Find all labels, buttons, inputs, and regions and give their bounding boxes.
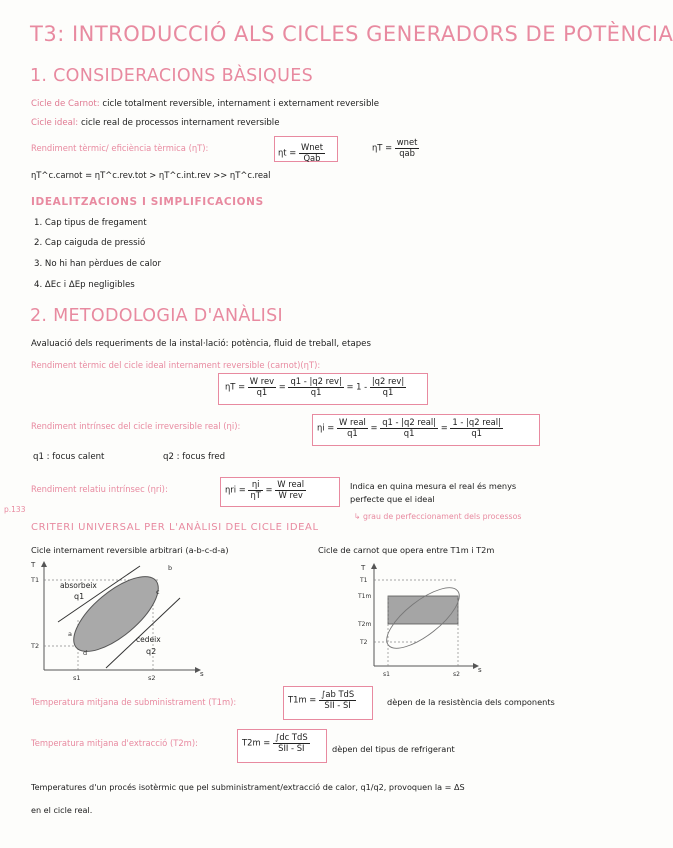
rend-relatiu-label: Rendiment relatiu intrínsec (ηri): bbox=[31, 484, 168, 494]
rt-lhs: ηT = bbox=[225, 381, 246, 392]
cicle-carnot-caption: Cicle de carnot que opera entre T1m i T2m bbox=[318, 545, 495, 555]
fig-left-s: s bbox=[200, 670, 204, 678]
criteri-heading: CRITERI UNIVERSAL PER L'ANÀLISI DEL CICLE IDEAL bbox=[31, 522, 319, 533]
tsub-formula bbox=[283, 686, 373, 720]
text-num: ∫dc TdS bbox=[274, 732, 308, 742]
fig-right-s2: s2 bbox=[453, 671, 460, 678]
rt-f1-num: W rev bbox=[249, 376, 275, 386]
rr-f2-num: W real bbox=[277, 479, 305, 489]
page-title: T3: INTRODUCCIÓ ALS CICLES GENERADORS DE POTÈNCIA bbox=[30, 22, 673, 46]
rend-f1-num: Wnet bbox=[300, 142, 323, 152]
fig-right-T2: T2 bbox=[360, 639, 368, 646]
rr-f2-den: W rev bbox=[278, 489, 303, 500]
fig-left-s1: s1 bbox=[73, 674, 81, 682]
ri-lhs: ηi = bbox=[317, 422, 335, 433]
fig-right-T1m: T1m bbox=[358, 593, 372, 600]
ri-eq: = bbox=[370, 422, 378, 433]
focus-calent: q1 : focus calent bbox=[33, 452, 105, 462]
final-text-1: Temperatures d'un procés isotèrmic que pel subministrament/extracció de calor, q1/q2, provoquen la = ΔS bbox=[31, 782, 465, 792]
rend-f2-den: qab bbox=[399, 147, 415, 158]
rendiment-formula-1 bbox=[274, 136, 338, 162]
rt-eq: = bbox=[278, 381, 286, 392]
fig-left-b: b bbox=[168, 564, 173, 572]
list-item: 2. Cap caiguda de pressió bbox=[34, 238, 146, 248]
text-note: dèpen del tipus de refrigerant bbox=[332, 744, 455, 754]
ts-diagram-carnot bbox=[358, 562, 488, 680]
fig-right-s: s bbox=[478, 666, 482, 674]
rendiment-label: Rendiment tèrmic/ eficiència tèrmica (ηT): bbox=[31, 143, 209, 153]
rend-f2-lhs: ηT = bbox=[372, 142, 393, 153]
text-formula bbox=[237, 729, 327, 763]
text-label: Temperatura mitjana d'extracció (T2m): bbox=[31, 738, 198, 748]
section-1-heading: 1. CONSIDERACIONS BÀSIQUES bbox=[30, 66, 313, 86]
section-2-heading: 2. METODOLOGIA D'ANÀLISI bbox=[30, 306, 283, 326]
fig-left-T1: T1 bbox=[31, 576, 40, 584]
final-text-2: en el cicle real. bbox=[31, 805, 93, 815]
fig-left-T2: T2 bbox=[31, 642, 40, 650]
fig-right-T2m: T2m bbox=[358, 621, 372, 628]
carnot-rectangle bbox=[388, 596, 458, 624]
ri-f1-num: W real bbox=[339, 417, 366, 427]
tsub-note: dèpen de la resistència dels components bbox=[387, 697, 555, 707]
ideal-definition bbox=[31, 118, 280, 128]
rr-note-2: perfecte que el ideal bbox=[350, 494, 435, 504]
fig-left-cedeix: cedeix bbox=[136, 635, 161, 644]
idealitzacions-heading: IDEALITZACIONS I SIMPLIFICACIONS bbox=[31, 196, 264, 208]
rend-f1-den: Qab bbox=[303, 152, 321, 163]
fig-left-d: d bbox=[83, 649, 88, 657]
list-item: 3. No hi han pèrdues de calor bbox=[34, 259, 161, 269]
list-item: 1. Cap tipus de fregament bbox=[34, 218, 147, 228]
ri-f2-den: q1 bbox=[403, 427, 415, 438]
rend-intrinsec-label: Rendiment intrínsec del cicle irreversible real (ηi): bbox=[31, 421, 241, 431]
fig-left-q1: q1 bbox=[74, 592, 85, 601]
ts-diagram-arbitrary bbox=[28, 558, 218, 684]
rt-eq2: = bbox=[346, 381, 354, 392]
tsub-lhs: T1m = bbox=[288, 694, 317, 705]
fig-right-s1: s1 bbox=[383, 671, 390, 678]
ri-f3-den: q1 bbox=[471, 427, 482, 438]
cicle-arbitrari-caption: Cicle internament reversible arbitrari (a-b-c-d-a) bbox=[31, 545, 229, 555]
text-lhs: T2m = bbox=[242, 737, 271, 748]
rt-f2-num: q1 - |q2 rev| bbox=[290, 376, 342, 386]
fig-left-q2: q2 bbox=[146, 647, 157, 656]
rend-termic-label: Rendiment tèrmic del cicle ideal internament reversible (carnot)(ηT): bbox=[31, 360, 321, 370]
rend-f1-lhs: ηt = bbox=[278, 147, 297, 158]
ri-f1-den: q1 bbox=[347, 427, 358, 438]
rt-one: 1 - bbox=[356, 381, 368, 392]
rt-f1-den: q1 bbox=[256, 386, 268, 397]
rr-f1-num: ηi bbox=[248, 480, 262, 491]
tsub-den: SII - SI bbox=[324, 699, 351, 710]
text-den: SII - SI bbox=[278, 742, 305, 753]
rr-note-1: Indica en quina mesura el real és menys bbox=[350, 481, 517, 491]
fig-left-a: a bbox=[68, 630, 72, 638]
carnot-text: cicle totalment reversible, internament i externament reversible bbox=[102, 99, 380, 109]
focus-fred: q2 : focus fred bbox=[163, 452, 226, 462]
ideal-label: Cicle ideal: bbox=[31, 118, 79, 128]
rr-lhs: ηri = bbox=[225, 484, 246, 495]
rendiment-formula-2 bbox=[372, 138, 419, 158]
rend-relatiu-formula bbox=[220, 477, 340, 507]
list-item: 4. ΔEc i ΔEp negligibles bbox=[34, 280, 135, 290]
tsub-label: Temperatura mitjana de subministrament (T1m): bbox=[31, 697, 237, 707]
carnot-label: Cicle de Carnot: bbox=[31, 99, 100, 109]
fig-left-absorbeix: absorbeix bbox=[60, 581, 97, 590]
fig-left-T: T bbox=[31, 561, 36, 569]
rend-f2-num: wnet bbox=[396, 137, 418, 147]
rt-f2-den: q1 bbox=[310, 386, 322, 397]
carnot-definition bbox=[31, 99, 379, 109]
fig-right-T1: T1 bbox=[360, 577, 368, 584]
efficiency-inequality: ηT^c.carnot = ηT^c.rev.tot > ηT^c.int.rev >> ηT^c.real bbox=[31, 170, 271, 180]
fig-right-T: T bbox=[361, 564, 366, 572]
rend-intrinsec-formula bbox=[312, 414, 540, 446]
rr-note-3: ↳ grau de perfeccionament dels processos bbox=[354, 512, 522, 521]
ri-eq2: = bbox=[440, 422, 448, 433]
ri-f2-num: q1 - |q2 real| bbox=[382, 417, 437, 427]
rend-termic-formula bbox=[218, 373, 428, 405]
rt-f3-den: q1 bbox=[382, 386, 394, 397]
ideal-text: cicle real de processos internament reversible bbox=[80, 118, 280, 128]
fig-left-c: c bbox=[156, 588, 160, 596]
rr-f1-den: ηT bbox=[250, 489, 261, 500]
page-reference: p.133 bbox=[4, 505, 26, 514]
avaluacio-text: Avaluació dels requeriments de la instal·lació: potència, fluid de treball, etapes bbox=[31, 339, 371, 349]
tsub-num: ∫ab TdS bbox=[320, 689, 355, 699]
rt-f3-num: |q2 rev| bbox=[371, 376, 405, 386]
fig-left-s2: s2 bbox=[148, 674, 156, 682]
ri-f3-num: 1 - |q2 real| bbox=[452, 417, 501, 427]
rr-eq: = bbox=[265, 484, 273, 495]
